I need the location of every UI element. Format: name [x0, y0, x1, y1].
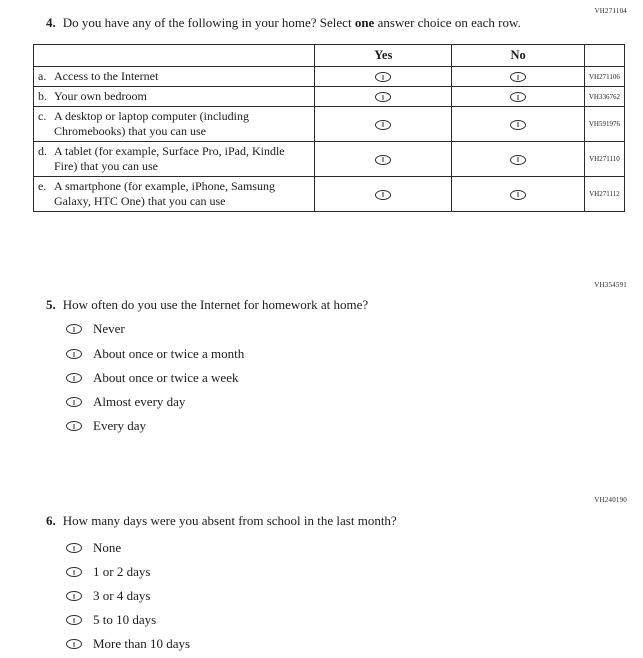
row-letter: d.	[38, 144, 47, 158]
answer-oval-no[interactable]	[510, 190, 526, 200]
answer-oval-no[interactable]	[510, 72, 526, 82]
question-5	[46, 297, 368, 313]
question-4-text-after: answer choice on each row.	[374, 15, 521, 30]
yes-cell	[315, 177, 452, 212]
row-statement	[34, 142, 315, 177]
answer-oval[interactable]	[66, 591, 82, 601]
q5-option-never	[66, 321, 125, 337]
answer-oval[interactable]	[66, 349, 82, 359]
accession-code-top: VH271104	[594, 7, 627, 15]
no-cell	[452, 142, 584, 177]
table-row	[34, 177, 625, 212]
table-row	[34, 107, 625, 142]
table-row	[34, 87, 625, 107]
question-4-number: 4.	[46, 15, 56, 30]
option-label: Never	[93, 321, 125, 336]
question-4-table	[33, 44, 625, 212]
table-row	[34, 142, 625, 177]
no-cell	[452, 87, 584, 107]
row-letter: a.	[38, 69, 47, 83]
option-label: 5 to 10 days	[93, 612, 157, 627]
option-label: None	[93, 540, 122, 555]
q5-option-almost-every-day	[66, 394, 185, 410]
row-text: Access to the Internet	[54, 69, 159, 83]
yes-cell	[315, 142, 452, 177]
question-5-text: How often do you use the Internet for homework at home?	[62, 297, 369, 312]
no-cell	[452, 107, 584, 142]
no-cell	[452, 177, 584, 212]
answer-oval-yes[interactable]	[375, 190, 391, 200]
q6-option-3-4-days	[66, 588, 150, 604]
yes-cell	[315, 67, 452, 87]
accession-code-mid: VH354591	[594, 281, 627, 289]
answer-oval-yes[interactable]	[375, 155, 391, 165]
answer-oval[interactable]	[66, 615, 82, 625]
answer-oval-yes[interactable]	[375, 120, 391, 130]
answer-oval[interactable]	[66, 324, 82, 334]
question-6-number: 6.	[46, 513, 56, 528]
row-statement	[34, 67, 315, 87]
row-letter: c.	[38, 109, 47, 123]
option-label: Almost every day	[93, 394, 186, 409]
table-header-no: No	[452, 45, 584, 67]
q5-option-once-twice-month	[66, 346, 244, 362]
q6-option-more-10-days	[66, 636, 190, 652]
option-label: 3 or 4 days	[93, 588, 151, 603]
row-code: VH591976	[584, 107, 624, 142]
row-statement	[34, 87, 315, 107]
question-4-text-before: Do you have any of the following in your home? Select	[62, 15, 355, 30]
yes-cell	[315, 107, 452, 142]
answer-oval-no[interactable]	[510, 155, 526, 165]
question-5-number: 5.	[46, 297, 56, 312]
row-text: A smartphone (for example, iPhone, Samsung Galaxy, HTC One) that you can use	[54, 179, 275, 208]
question-4	[46, 15, 521, 31]
row-text: A tablet (for example, Surface Pro, iPad, Kindle Fire) that you can use	[54, 144, 285, 173]
row-text: A desktop or laptop computer (including Chromebooks) that you can use	[54, 109, 249, 138]
q5-option-once-twice-week	[66, 370, 238, 386]
row-code: VH336762	[584, 87, 624, 107]
answer-oval[interactable]	[66, 639, 82, 649]
row-code: VH271110	[584, 142, 624, 177]
answer-oval[interactable]	[66, 543, 82, 553]
row-letter: b.	[38, 89, 47, 103]
question-4-bold-word: one	[354, 15, 375, 30]
table-stub-header	[34, 45, 315, 67]
yes-cell	[315, 87, 452, 107]
row-statement	[34, 177, 315, 212]
row-text: Your own bedroom	[54, 89, 147, 103]
answer-oval[interactable]	[66, 421, 82, 431]
answer-oval[interactable]	[66, 567, 82, 577]
answer-oval-no[interactable]	[510, 120, 526, 130]
table-header-code	[584, 45, 624, 67]
q6-option-5-10-days	[66, 612, 156, 628]
row-statement	[34, 107, 315, 142]
table-header-row	[34, 45, 625, 67]
question-6	[46, 513, 397, 529]
question-6-text: How many days were you absent from school in the last month?	[62, 513, 397, 528]
table-header-yes: Yes	[315, 45, 452, 67]
option-label: 1 or 2 days	[93, 564, 151, 579]
option-label: Every day	[93, 418, 147, 433]
answer-oval[interactable]	[66, 373, 82, 383]
row-code: VH271106	[584, 67, 624, 87]
answer-oval-no[interactable]	[510, 92, 526, 102]
answer-oval-yes[interactable]	[375, 92, 391, 102]
q6-option-1-2-days	[66, 564, 150, 580]
row-letter: e.	[38, 179, 47, 193]
row-code: VH271112	[584, 177, 624, 212]
no-cell	[452, 67, 584, 87]
answer-oval-yes[interactable]	[375, 72, 391, 82]
q5-option-every-day	[66, 418, 146, 434]
table-row	[34, 67, 625, 87]
q6-option-none	[66, 540, 121, 556]
option-label: More than 10 days	[93, 636, 191, 651]
accession-code-bottom: VH240190	[594, 496, 627, 504]
option-label: About once or twice a month	[93, 346, 245, 361]
answer-oval[interactable]	[66, 397, 82, 407]
option-label: About once or twice a week	[93, 370, 239, 385]
